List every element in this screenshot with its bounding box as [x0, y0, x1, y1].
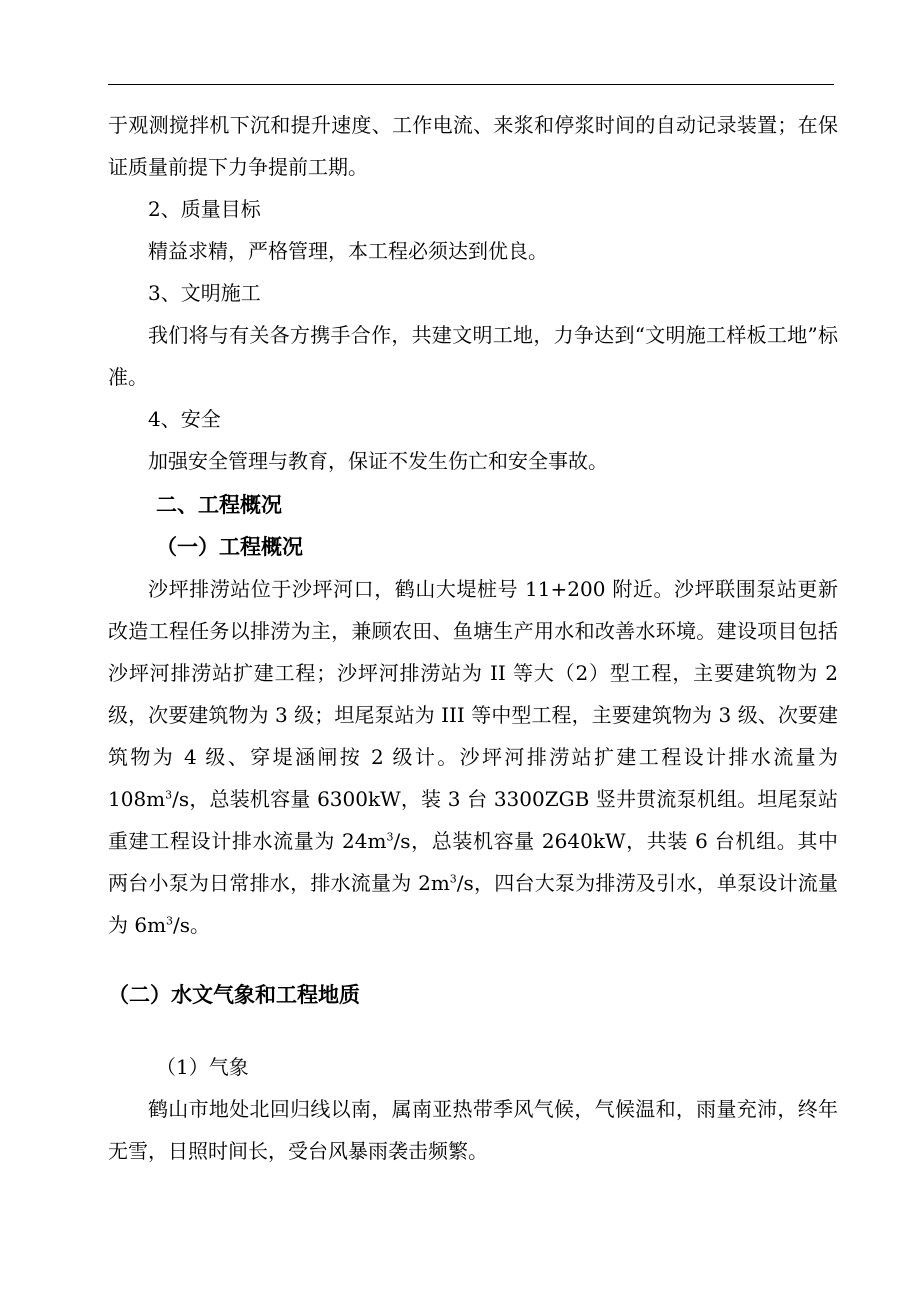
- paragraph-civilized-construction: 我们将与有关各方携手合作，共建文明工地，力争达到“文明施工样板工地”标准。: [108, 323, 838, 389]
- paragraph-project-overview: [108, 568, 838, 946]
- paragraph-progress-tail: 于观测搅拌机下沉和提升速度、工作电流、来浆和停浆时间的自动记录装置；在保证质量前提下力争提前工期。: [108, 113, 838, 179]
- subsection-heading-hydrology-geology: （二）水文气象和工程地质: [108, 982, 360, 1007]
- section-heading-project-overview: 二、工程概况: [156, 492, 282, 517]
- paragraph-climate: 鹤山市地处北回归线以南，属南亚热带季风气候，气候温和，雨量充沛，终年无雪，日照时间长，受台风暴雨袭击频繁。: [108, 1097, 838, 1163]
- header-rule: [108, 84, 834, 85]
- overview-text-5: /s。: [173, 913, 211, 937]
- heading-quality-target: 2、质量目标: [148, 197, 261, 221]
- paragraph-safety: 加强安全管理与教育，保证不发生伤亡和安全事故。: [148, 449, 608, 473]
- overview-text-1: 沙坪排涝站位于沙坪河口，鹤山大堤桩号 11+200 附近。沙坪联围泵站更新改造工程任务以排涝为主，兼顾农田、鱼塘生产用水和改善水环境。建设项目包括沙坪河排涝站扩建工程；沙坪河排涝站为 II 等大（2）型工程，主要建筑物为 2 级，次要建筑物为 3 级；坦尾泵站为 III 等中型工程，主要建筑物为 3 级、次要建筑物为 4 级、穿堤涵闸按 2 级计。沙坪河排涝站扩建工程设计排水流量为 108m: [108, 577, 838, 811]
- paragraph-quality-target: 精益求精，严格管理，本工程必须达到优良。: [148, 239, 548, 263]
- document-body: [108, 104, 838, 1172]
- superscript-cubic-4: 3: [166, 914, 174, 928]
- subsection-heading-project-overview: （一）工程概况: [156, 534, 303, 559]
- overview-text-2: /s，总装机容量 6300kW，装 3 台 3300ZGB 竖井贯流泵机组。坦尾泵站重建工程设计排水流量为 24m: [108, 787, 838, 853]
- heading-safety: 4、安全: [148, 407, 221, 431]
- superscript-cubic-3: 3: [449, 872, 457, 886]
- overview-text-3: /s，总装机容量 2640kW，共装 6 台机组。其中两台小泵为日常排水，排水流量为 2m: [108, 829, 838, 895]
- superscript-cubic-2: 3: [386, 830, 394, 844]
- heading-climate: （1）气象: [156, 1055, 249, 1079]
- heading-civilized-construction: 3、文明施工: [148, 281, 261, 305]
- overview-text-4: /s，四台大泵为排涝及引水，单泵设计流量为 6m: [108, 871, 839, 937]
- superscript-cubic-1: 3: [165, 788, 173, 802]
